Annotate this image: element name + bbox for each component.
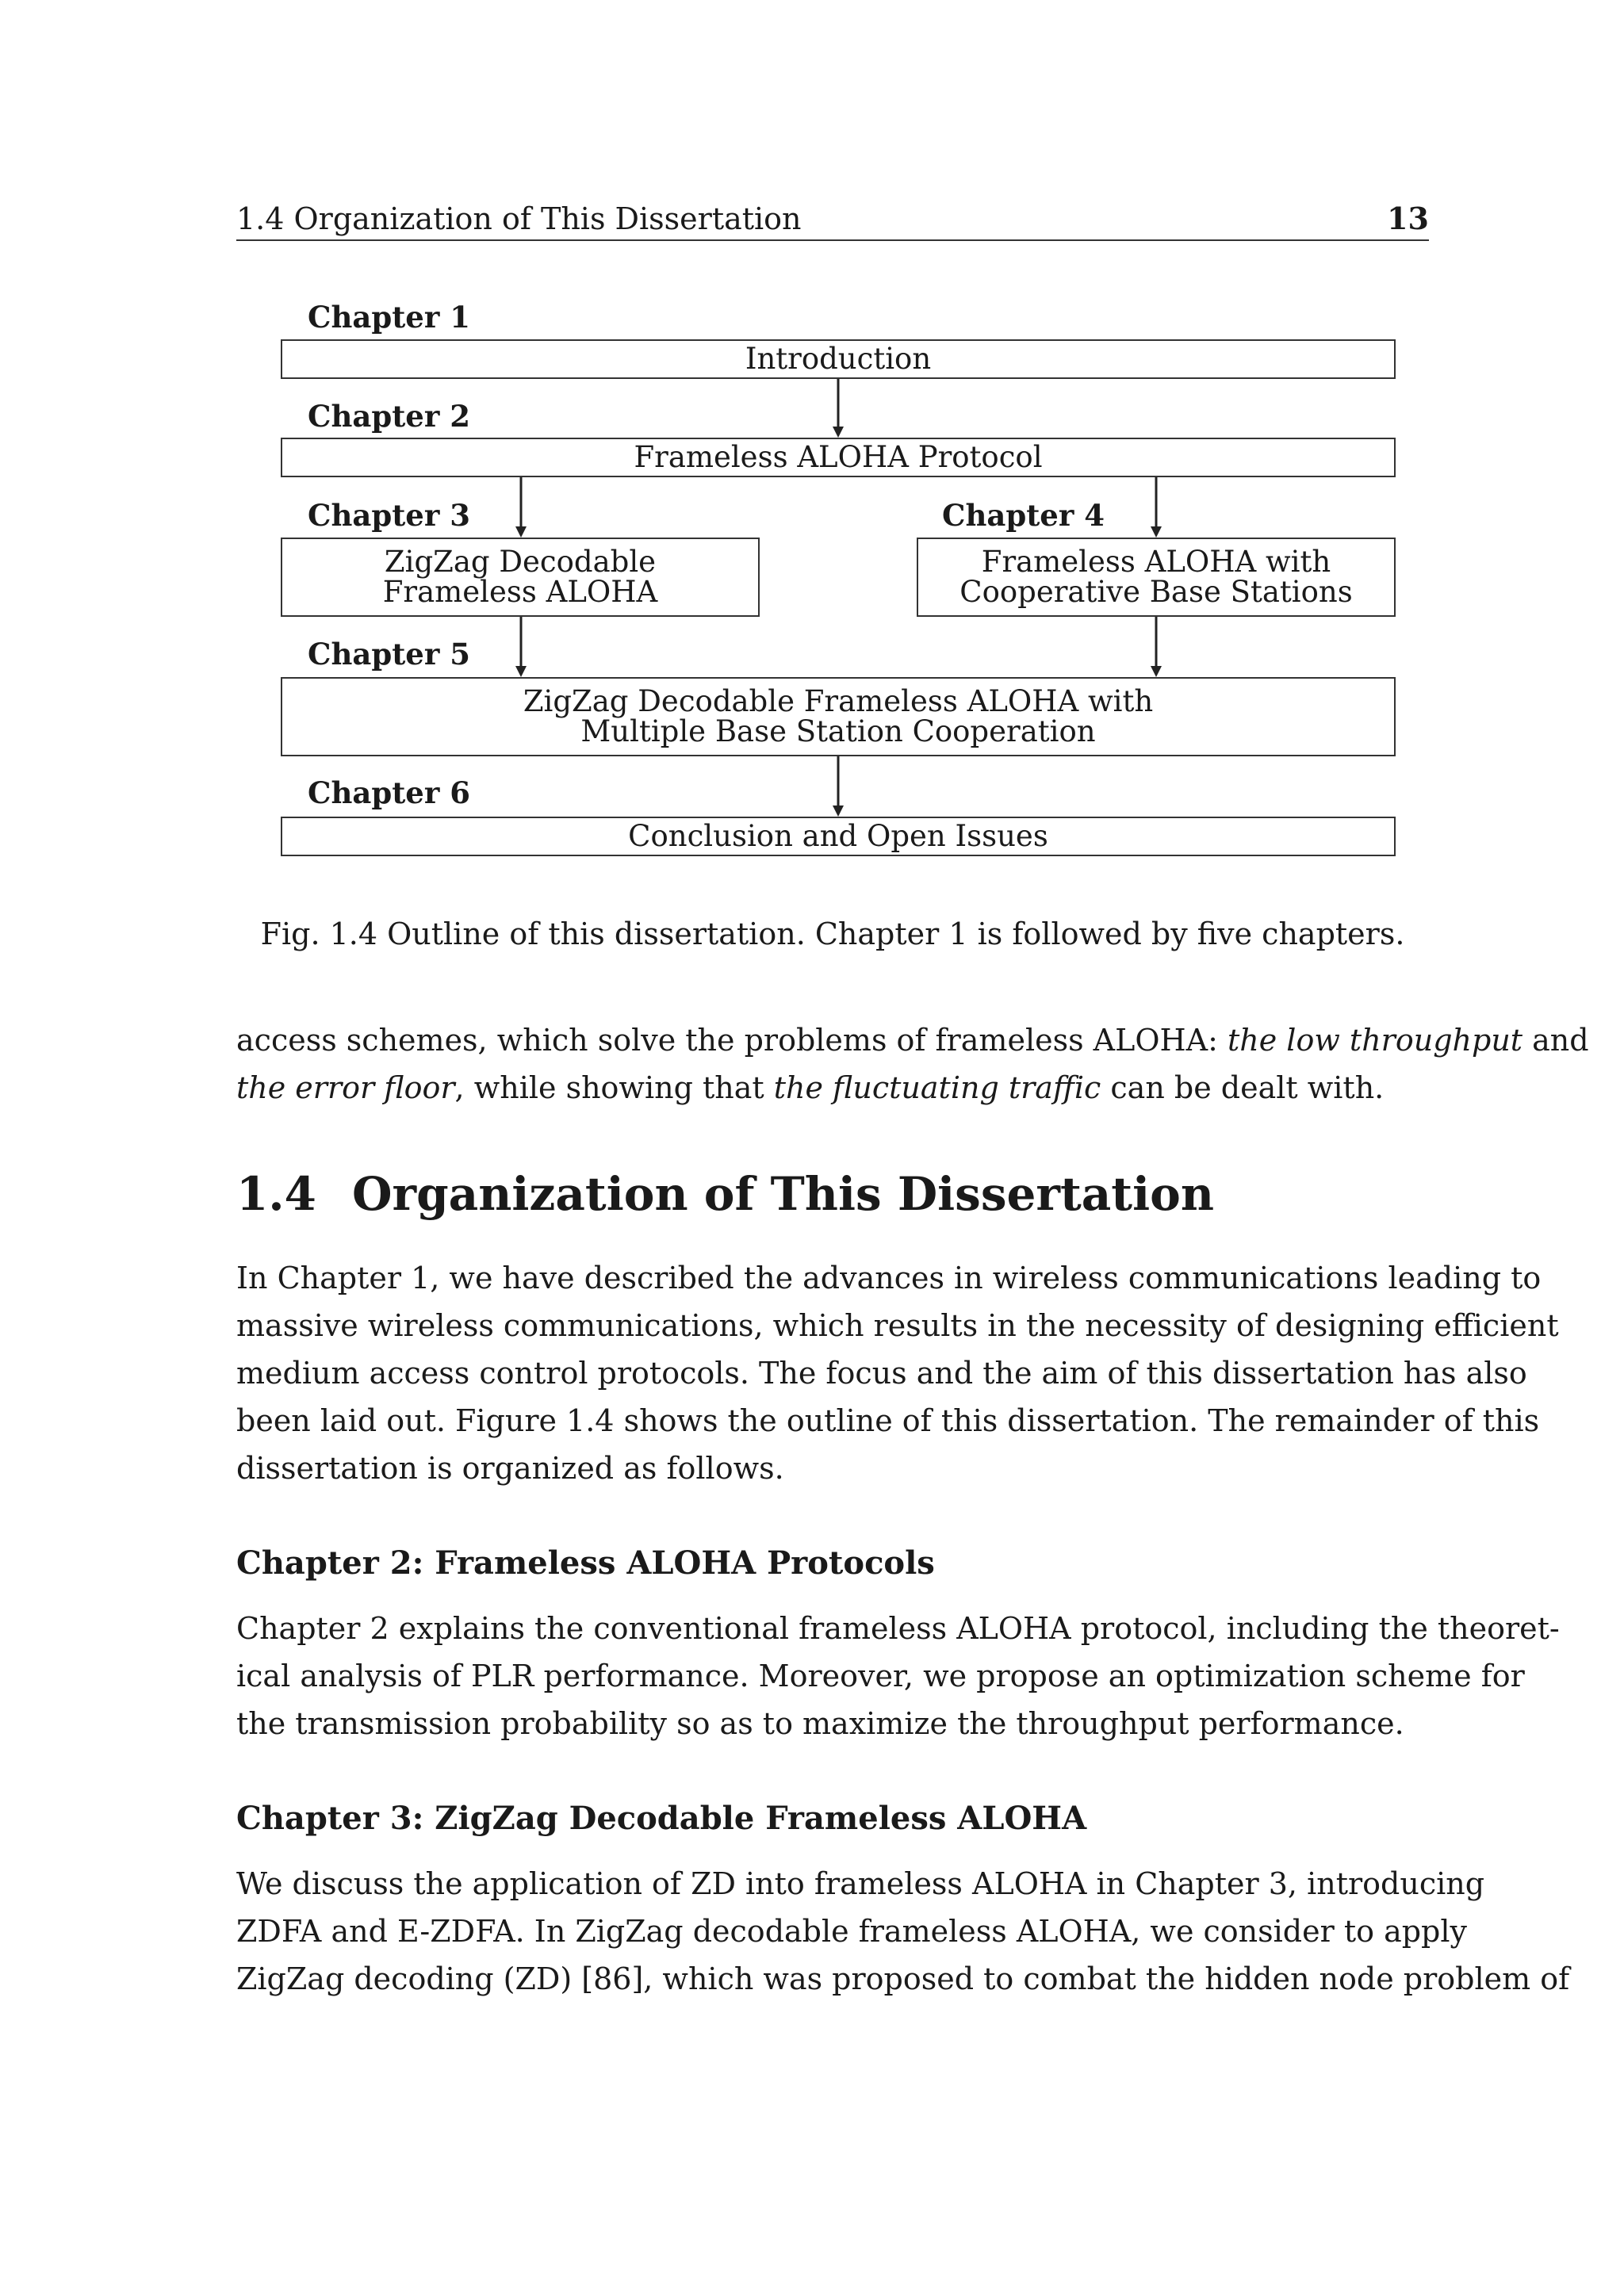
paragraph-line: massive wireless communications, which results in the necessity of designing efficient [236, 1308, 1559, 1343]
section-heading [236, 1165, 1214, 1223]
paragraph-line: Chapter 2 explains the conventional frameless ALOHA protocol, including the theoret- [236, 1611, 1560, 1646]
chapter-3-heading: Chapter 3: ZigZag Decodable Frameless ALOHA [236, 1800, 1087, 1837]
paragraph-line: In Chapter 1, we have described the advances in wireless communications leading to [236, 1261, 1542, 1295]
paragraph-line [236, 1016, 1589, 1064]
chapter-2-paragraph [236, 1605, 1560, 1747]
box-introduction-text: Introduction [745, 342, 932, 376]
paragraph-line: dissertation is organized as follows. [236, 1451, 784, 1486]
box-frameless-aloha-protocol [281, 438, 1396, 477]
box-introduction [281, 339, 1396, 379]
paragraph-line: ZigZag decoding (ZD) [86], which was proposed to combat the hidden node problem of [236, 1961, 1570, 1996]
box-combined-line2: Multiple Base Station Cooperation [580, 714, 1096, 748]
chapter-1-label: Chapter 1 [308, 300, 470, 335]
box-conclusion-text: Conclusion and Open Issues [628, 819, 1048, 853]
chapter-6-label: Chapter 6 [308, 775, 470, 810]
text-run: and [1522, 1023, 1589, 1058]
box-combined-line1: ZigZag Decodable Frameless ALOHA with [523, 684, 1154, 718]
paragraph-line: medium access control protocols. The focus and the aim of this dissertation has also [236, 1356, 1527, 1391]
paragraph-line: We discuss the application of ZD into frameless ALOHA in Chapter 3, introducing [236, 1866, 1485, 1901]
box-zigzag-line2: Frameless ALOHA [382, 575, 658, 609]
arrow-down-icon [515, 477, 527, 538]
paragraph-line: ical analysis of PLR performance. Moreover, we propose an optimization scheme for [236, 1659, 1525, 1693]
chapter-3-label: Chapter 3 [308, 498, 470, 533]
section-title: Organization of This Dissertation [352, 1167, 1214, 1221]
chapter-2-label: Chapter 2 [308, 399, 470, 434]
text-run: can be dealt with. [1101, 1070, 1385, 1105]
box-zigzag-line1: ZigZag Decodable [384, 545, 657, 579]
running-header [236, 198, 1429, 241]
box-cooperative-line2: Cooperative Base Stations [959, 575, 1353, 609]
box-cooperative-base-stations [917, 538, 1396, 617]
box-cooperative-line1: Frameless ALOHA with [981, 545, 1331, 579]
paragraph-line: ZDFA and E-ZDFA. In ZigZag decodable frameless ALOHA, we consider to apply [236, 1914, 1468, 1949]
chapter-5-label: Chapter 5 [308, 637, 470, 672]
chapter-2-heading: Chapter 2: Frameless ALOHA Protocols [236, 1544, 935, 1582]
emphasis-text: the error floor [236, 1070, 455, 1105]
figure-caption: Fig. 1.4 Outline of this dissertation. Chapter 1 is followed by five chapters. [260, 916, 1405, 951]
arrow-down-icon [1150, 617, 1162, 677]
box-multiple-base-station-cooperation [281, 677, 1396, 756]
section-paragraph [236, 1254, 1559, 1492]
paragraph-line: the transmission probability so as to maximize the throughput performance. [236, 1706, 1404, 1741]
text-run: access schemes, which solve the problems of frameless ALOHA: [236, 1023, 1228, 1058]
arrow-down-icon [832, 756, 845, 817]
box-frameless-aloha-protocol-text: Frameless ALOHA Protocol [634, 440, 1043, 474]
chapter-3-paragraph [236, 1860, 1570, 2003]
paragraph-line: been laid out. Figure 1.4 shows the outline of this dissertation. The remainder of this [236, 1403, 1540, 1438]
arrow-down-icon [515, 617, 527, 677]
section-number: 1.4 [236, 1167, 316, 1221]
running-title: 1.4 Organization of This Dissertation [236, 201, 802, 236]
chapter-4-label: Chapter 4 [942, 498, 1105, 533]
arrow-down-icon [1150, 477, 1162, 538]
emphasis-text: the low throughput [1227, 1023, 1523, 1058]
box-zigzag-decodable [281, 538, 760, 617]
emphasis-text: the fluctuating traffic [773, 1070, 1101, 1105]
page-number: 13 [1387, 201, 1429, 236]
box-conclusion [281, 817, 1396, 856]
paragraph-line [236, 1064, 1429, 1112]
arrow-down-icon [832, 379, 845, 438]
text-run: , while showing that [454, 1070, 774, 1105]
intro-paragraph [236, 1016, 1589, 1112]
